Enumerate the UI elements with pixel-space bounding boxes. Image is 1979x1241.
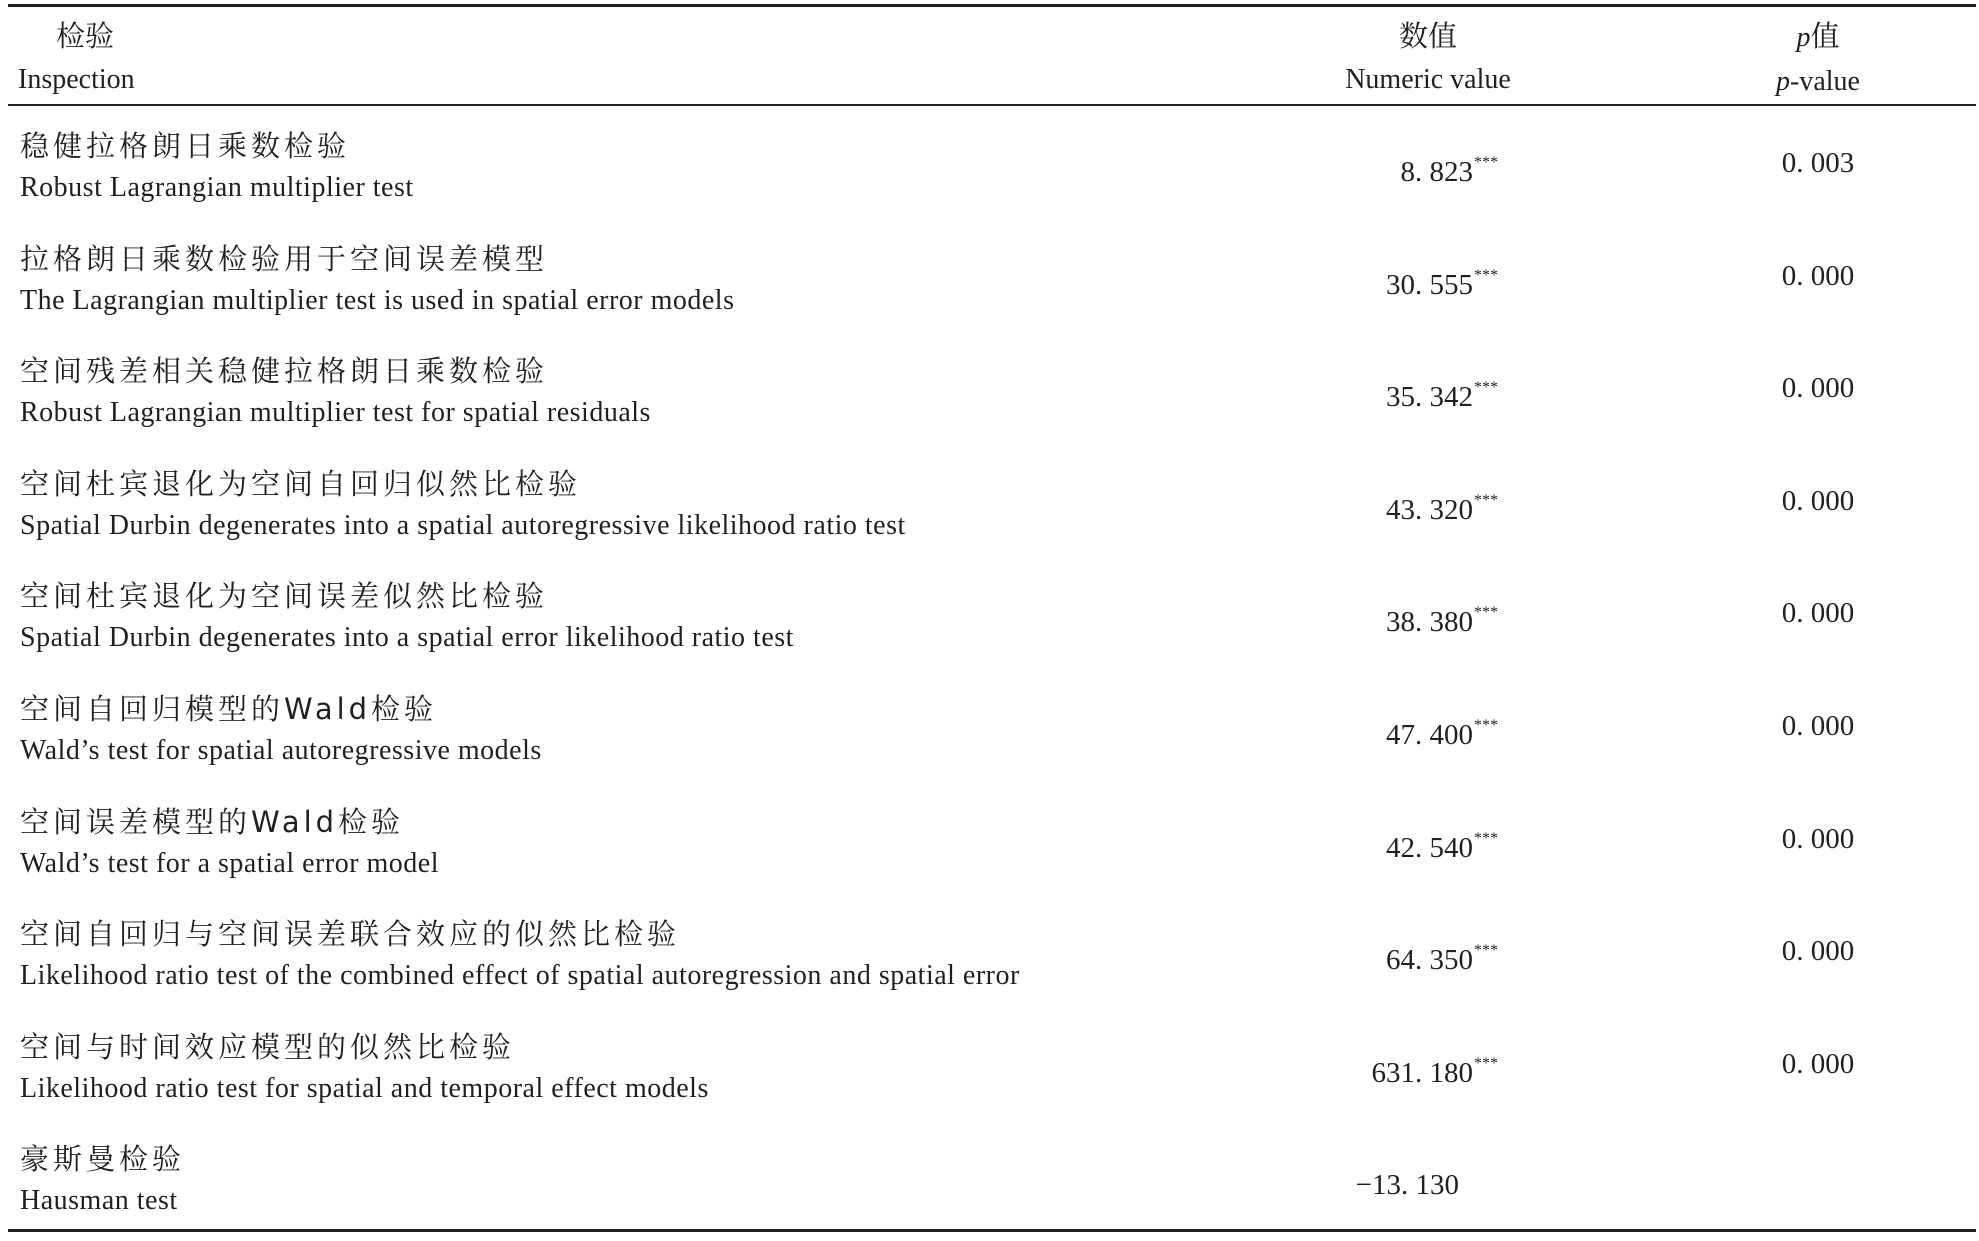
p-value-cell: 0. 003 [1781,147,1855,179]
numeric-value-cell [1278,588,1498,647]
row-label-en: Likelihood ratio test of the combined effect of spatial autoregression and spatial error [20,960,1020,992]
row-label-en: Wald’s test for a spatial error model [20,847,440,879]
significance-marker: *** [1474,379,1498,397]
numeric-value: 43. 320 [1386,493,1473,526]
p-value-cell: 0. 000 [1781,484,1855,517]
header-rule [8,104,1976,106]
numeric-value-cell [1278,926,1498,985]
table-row [8,558,1976,670]
row-label-zh: 空间残差相关稳健拉格朗日乘数检验 [20,354,549,389]
p-value-cell: 0. 000 [1781,259,1855,292]
row-label-en: Robust Lagrangian multiplier test [20,172,414,203]
header-inspection-en: Inspection [18,64,135,95]
row-label-zh: 拉格朗日乘数检验用于空间误差模型 [20,241,549,276]
p-value-cell: 0. 000 [1781,597,1855,630]
row-label-en: Spatial Durbin degenerates into a spatial error likelihood ratio test [20,622,794,654]
table-row [8,221,1976,333]
row-label [20,689,542,773]
top-rule [8,4,1976,7]
row-label [20,1027,709,1111]
header-inspection-zh: 检验 [56,19,115,53]
table-row [8,1009,1976,1121]
row-label [20,126,414,210]
numeric-value-cell [1278,476,1498,535]
header-p-en-suffix: -value [1790,66,1860,97]
row-label [20,464,906,548]
numeric-value: 47. 400 [1386,719,1473,751]
numeric-value: 42. 540 [1386,831,1473,864]
numeric-value: 631. 180 [1371,1056,1473,1089]
significance-marker: *** [1474,491,1498,509]
header-p-zh-text: 值 [1810,19,1840,53]
header-inspection [18,14,135,102]
significance-marker: *** [1474,1054,1498,1072]
header-numeric-value [1278,14,1578,102]
numeric-value: 30. 555 [1386,268,1473,301]
row-label-zh: 空间与时间效应模型的似然比检验 [20,1029,516,1064]
table-row [8,1121,1976,1233]
row-label-en: The Lagrangian multiplier test is used in spatial error models [20,284,735,316]
table-row [8,333,1976,445]
table-row [8,671,1976,783]
table-row [8,108,1976,220]
header-p-symbol: p [1796,22,1811,53]
numeric-value-cell [1278,138,1498,197]
header-p-en-symbol: p [1776,66,1791,97]
row-label-en: Spatial Durbin degenerates into a spatial autoregressive likelihood ratio test [20,509,906,541]
row-label-zh: 稳健拉格朗日乘数检验 [20,129,351,163]
row-label-zh: 空间自回归模型的Wald检验 [20,692,438,726]
numeric-value-cell [1278,363,1498,422]
significance-marker: *** [1474,717,1498,734]
significance-marker: *** [1474,604,1498,622]
header-value-zh: 数值 [1398,19,1457,53]
table-row [8,896,1976,1008]
numeric-value: 35. 342 [1386,381,1473,414]
row-label-en: Likelihood ratio test for spatial and temporal effect models [20,1072,709,1104]
numeric-value-cell [1278,251,1498,310]
numeric-value-cell [1278,1039,1498,1098]
p-value-cell: 0. 000 [1781,710,1855,742]
p-value-cell: 0. 000 [1781,372,1855,405]
header-p-zh [1668,14,1968,60]
row-label [20,1139,185,1223]
table-row [8,446,1976,558]
significance-marker: *** [1474,829,1498,847]
numeric-value-cell [1278,701,1498,760]
row-label [20,802,439,886]
header-p-value [1668,14,1968,104]
header-p-en [1668,60,1968,104]
row-label-zh: 空间杜宾退化为空间自回归似然比检验 [20,466,582,501]
numeric-value: 8. 823 [1400,156,1473,188]
row-label [20,914,1020,998]
p-value-cell: 0. 000 [1781,822,1855,855]
significance-marker: *** [1474,942,1498,960]
significance-marker: *** [1474,154,1498,171]
p-value-cell: 0. 000 [1781,935,1855,968]
row-label-zh: 空间误差模型的Wald检验 [20,804,405,839]
row-label-en: Robust Lagrangian multiplier test for spatial residuals [20,397,651,429]
row-label [20,576,794,660]
row-label-zh: 豪斯曼检验 [20,1142,186,1177]
numeric-value: 38. 380 [1386,606,1473,639]
numeric-value-cell [1278,1151,1460,1210]
significance-marker: *** [1474,266,1498,284]
table-row [8,784,1976,896]
numeric-value-cell [1278,814,1498,873]
row-label-zh: 空间自回归与空间误差联合效应的似然比检验 [20,917,681,952]
numeric-value: −13. 130 [1355,1169,1459,1202]
p-value-cell: 0. 000 [1781,1047,1855,1080]
row-label-en: Hausman test [20,1185,178,1217]
row-label-zh: 空间杜宾退化为空间误差似然比检验 [20,579,549,614]
row-label-en: Wald’s test for spatial autoregressive models [20,735,542,766]
numeric-value: 64. 350 [1386,944,1473,977]
header-value-en: Numeric value [1345,64,1511,95]
row-label [20,351,651,435]
row-label [20,239,734,323]
bottom-rule [8,1229,1976,1232]
